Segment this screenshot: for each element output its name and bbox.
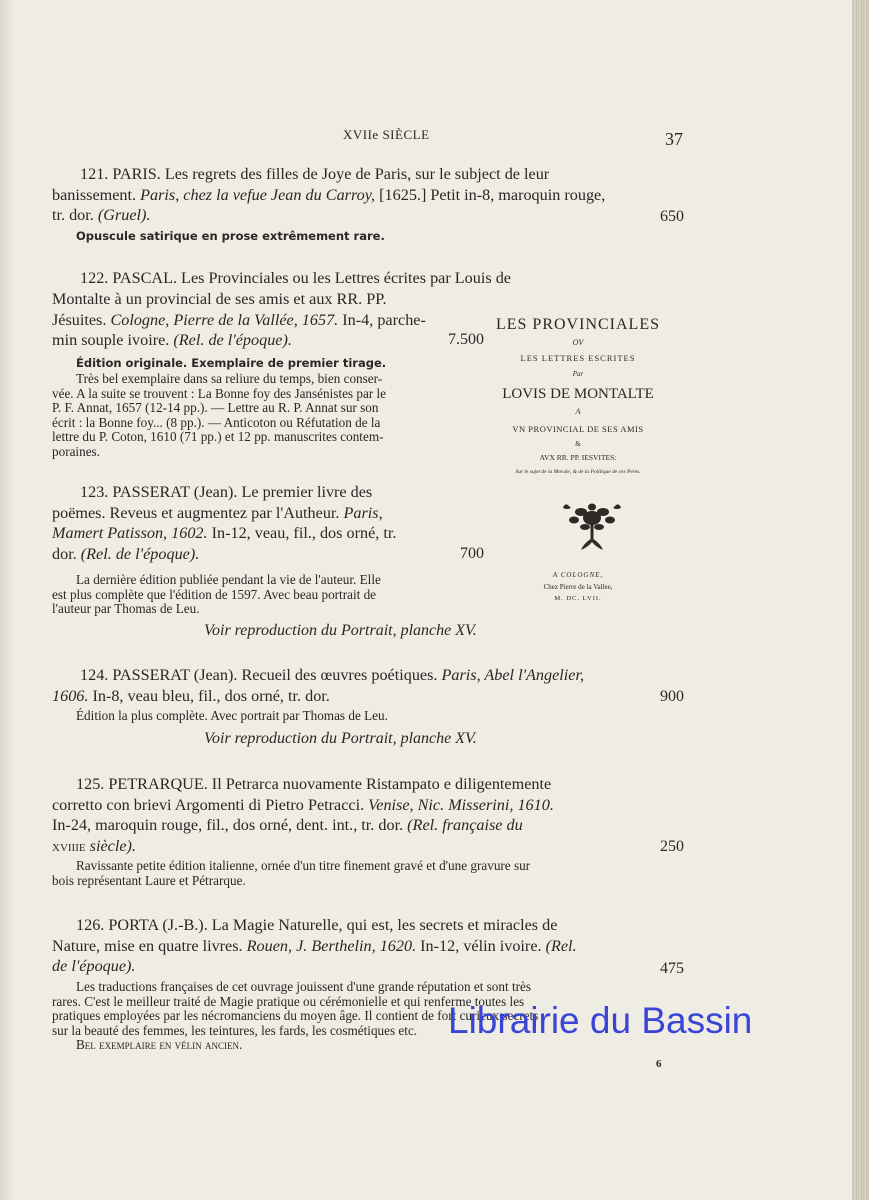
entry-121-note: Opuscule satirique en prose extrêmement rare.	[76, 229, 385, 243]
title-page-par: Par	[572, 370, 584, 378]
entry-123-plate-ref: Voir reproduction du Portrait, planche XV.	[204, 622, 477, 639]
entry-123-line-1: 123. PASSERAT (Jean). Le premier livre des	[80, 483, 373, 501]
entry-122-line-1: 122. PASCAL. Les Provinciales ou les Lettres écrites par Louis de	[80, 269, 511, 287]
price-121: 650	[660, 208, 684, 225]
title-page-heading: LES PROVINCIALES	[495, 316, 660, 333]
entry-124-plate-ref: Voir reproduction du Portrait, planche XV.	[204, 730, 477, 747]
title-page-or: OV	[572, 338, 584, 347]
entry-122-note: Très bel exemplaire dans sa reliure du temps, bien conser- vée. A la suite se trouvent : La Bonne foy des Jansénistes par le P. F. Annat, 1657 (12-14 pp.). — Lettre au R. P. Annat sur son écrit : la Bonne foy... (8 pp.). — Anticoton ou Réfutation de la lettre du P. Coton, 1610 (71 pp.) et 12 pp. manuscrites contem- poraines.	[52, 371, 387, 459]
entry-126-note: Les traductions françaises de cet ouvrage jouissent d'une grande réputation et sont très rares. C'est le meilleur traité de Magie pratique ou cérémonielle et qui renferme toutes les pratiques employées par les nécromanciens du moyen âge. Il contient de fort curieux secrets sur la beauté des femmes, les teintures, les fards, les cosmétiques etc. Bel exemplaire en vélin ancien.	[52, 979, 539, 1052]
title-page-lettres: LES LETTRES ESCRITES	[520, 353, 636, 363]
entry-122-bold-note: Édition originale. Exemplaire de premier tirage.	[76, 356, 387, 370]
entry-126-line-2: Nature, mise en quatre livres. Rouen, J. Berthelin, 1620. In-12, vélin ivoire. (Rel.	[52, 936, 577, 955]
entry-124-note: Édition la plus complète. Avec portrait par Thomas de Leu.	[76, 708, 388, 723]
entry-124-line-2: 1606. In-8, veau bleu, fil., dos orné, tr. dor.	[52, 686, 330, 705]
page-number: 37	[665, 129, 683, 149]
entry-124	[52, 665, 684, 706]
entry-122-line-3: Jésuites. Cologne, Pierre de la Vallée, 1657. In-4, parche-	[52, 310, 426, 329]
title-page-subject: Sur le sujet de la Morale, & de la Politique de ces Peres.	[515, 469, 641, 475]
entry-126	[52, 915, 684, 977]
price-122: 7.500	[448, 331, 484, 348]
entry-125-line-4: xviiie siècle).	[52, 836, 136, 855]
entry-125	[52, 774, 684, 856]
entry-126-line-1: 126. PORTA (J.-B.). La Magie Naturelle, qui est, les secrets et miracles de	[76, 916, 558, 934]
ornament-icon	[561, 500, 623, 552]
entry-122-line-2: Montalte à un provincial de ses amis et aux RR. PP.	[52, 290, 387, 308]
entry-125-line-2: corretto con brievi Argomenti di Pietro Petracci. Venise, Nic. Misserini, 1610.	[52, 795, 554, 814]
entry-123-line-4: dor. (Rel. de l'époque).	[52, 544, 200, 563]
entry-121-line-1: 121. PARIS. Les regrets des filles de Joye de Paris, sur le subject de leur	[80, 165, 550, 183]
title-page-jesuites: AVX RR. PP. IESVITES:	[539, 453, 617, 462]
title-page-cologne: A COLOGNE,	[552, 571, 604, 579]
entry-126-line-3: de l'époque).	[52, 957, 136, 975]
entry-123-line-2: poëmes. Reveus et augmentez par l'Autheur. Paris,	[52, 503, 383, 522]
entry-121	[52, 164, 684, 226]
entry-123-line-3: Mamert Patisson, 1602. In-12, veau, fil., dos orné, tr.	[52, 524, 397, 542]
entry-121-line-2: banissement. Paris, chez la vefue Jean du Carroy, [1625.] Petit in-8, maroquin rouge,	[52, 185, 606, 204]
title-page-provincial: VN PROVINCIAL DE SES AMIS	[512, 424, 644, 434]
title-page-a: A	[575, 407, 581, 416]
watermark-text: Librairie du Bassin	[448, 1000, 753, 1041]
entry-124-line-1: 124. PASSERAT (Jean). Recueil des œuvres poétiques. Paris, Abel l'Angelier,	[80, 666, 585, 684]
entry-121-line-3: tr. dor. (Gruel).	[52, 206, 151, 224]
signature-mark: 6	[656, 1058, 662, 1070]
price-126: 475	[660, 960, 684, 977]
entry-125-note: Ravissante petite édition italienne, ornée d'un titre finement gravé et d'une gravure sur bois représentant Laure et Pétrarque.	[52, 858, 531, 888]
entry-123-note: La dernière édition publiée pendant la vie de l'auteur. Elle est plus complète que l'édition de 1597. Avec beau portrait de l'auteur par Thomas de Leu.	[52, 572, 381, 616]
title-page-amp: &	[575, 440, 581, 448]
price-123: 700	[460, 545, 484, 562]
entry-125-line-3: In-24, maroquin rouge, fil., dos orné, dent. int., tr. dor. (Rel. française du	[52, 816, 523, 834]
running-head: XVIIe SIÈCLE	[343, 127, 430, 142]
price-125: 250	[660, 838, 684, 855]
title-page-date: M. DC. LVII.	[554, 595, 602, 602]
title-page-publisher: Chez Pierre de la Vallee,	[543, 583, 613, 591]
page-gutter-shadow	[0, 0, 14, 1200]
page-edges	[852, 0, 869, 1200]
entry-122-line-4: min souple ivoire. (Rel. de l'époque).	[52, 331, 292, 349]
title-page-author: LOVIS DE MONTALTE	[502, 386, 654, 402]
price-124: 900	[660, 688, 684, 705]
entry-125-line-1: 125. PETRARQUE. Il Petrarca nuovamente Ristampato e diligentemente	[76, 775, 552, 793]
